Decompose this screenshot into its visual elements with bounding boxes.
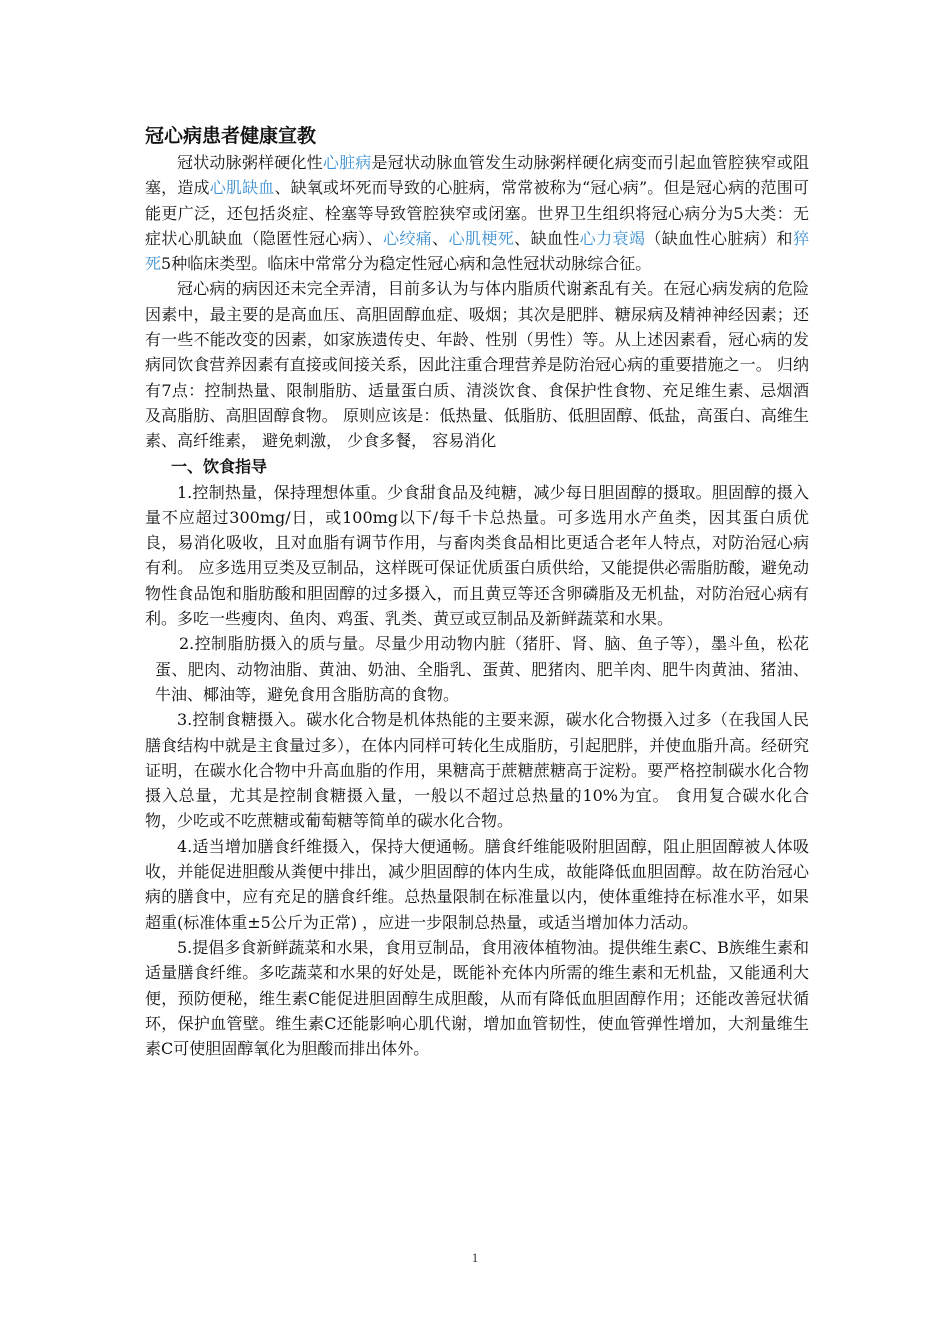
document-title: 冠心病患者健康宣教 — [145, 125, 317, 147]
intro-text: 、缺氧或坏死而导致的心脏病，常常被称为“冠心病”。但是冠心病的范围可能更广泛，还包括炎症、栓塞等导致管腔狭窄或闭塞。世界卫生组织将冠心病分为5大类：无症状心肌缺血（隐匿性冠心病）、 — [145, 178, 809, 248]
intro-text: 、缺血性 — [514, 228, 580, 248]
link-heart-failure[interactable]: 心力衰竭 — [579, 228, 646, 248]
intro-text: 、 — [432, 228, 449, 248]
intro-text: （缺血性心脏病）和 — [645, 228, 793, 248]
link-sudden-death[interactable]: 猝死 — [145, 228, 809, 274]
diet-item-4: 4.适当增加膳食纤维摄入，保持大便通畅。膳食纤维能吸附胆固醇，阻止胆固醇被人体吸收，并能促进胆酸从粪便中排出，减少胆固醇的体内生成，故能降低血胆固醇。故在防治冠心病的膳食中，应有充足的膳食纤维。总热量限制在标准量以内，使体重维持在标准水平，如果超重(标准体重±5公斤为正常) ，应进一步限制总热量，或适当增加体力活动。 — [145, 836, 809, 932]
intro-text: 冠状动脉粥样硬化性 — [177, 153, 323, 172]
section-heading-diet: 一、饮食指导 — [171, 456, 268, 476]
diet-item-5: 5.提倡多食新鲜蔬菜和水果，食用豆制品，食用液体植物油。提供维生素C、B族维生素和适量膳食纤维。多吃蔬菜和水果的好处是，既能补充体内所需的维生素和无机盐，又能通利大便，预防便秘，维生素C能促进胆固醇生成胆酸，从而有降低血胆固醇作用；还能改善冠状循环，保护血管壁。维生素C还能影响心肌代谢，增加血管韧性，使血管弹性增加，大剂量维生素C可使胆固醇氧化为胆酸而排出体外。 — [145, 937, 809, 1059]
link-angina[interactable]: 心绞痛 — [382, 228, 433, 248]
link-myocardial-infarction[interactable]: 心肌梗死 — [448, 228, 515, 248]
diet-item-1: 1.控制热量，保持理想体重。少食甜食品及纯糖，减少每日胆固醇的摄取。胆固醇的摄入量不应超过300mg/日，或100mg以下/每千卡总热量。可多选用水产鱼类，因其蛋白质优良，易消化吸收，且对血脂有调节作用，与畜肉类食品相比更适合老年人特点，对防治冠心病有利。 应多选用豆类及豆制品，这样既可保证优质蛋白质供给，又能提供必需脂肪酸，避免动物性食品饱和脂肪酸和胆固醇的过多摄入，而且黄豆等还含卵磷脂及无机盐，对防治冠心病有利。多吃一些瘦肉、鱼肉、鸡蛋、乳类、黄豆或豆制品及新鲜蔬菜和水果。 — [145, 482, 809, 629]
link-myocardial-ischemia[interactable]: 心肌缺血 — [209, 178, 275, 198]
document-body — [145, 122, 809, 1061]
intro-text: 5种临床类型。临床中常常分为稳定性冠心病和急性冠状动脉综合征。 — [161, 254, 652, 274]
diet-item-2: 2.控制脂肪摄入的质与量。尽量少用动物内脏（猪肝、肾、脑、鱼子等），墨斗鱼，松花蛋、肥肉、动物油脂、黄油、奶油、全脂乳、蛋黄、肥猪肉、肥羊肉、肥牛肉黄油、猪油、牛油、椰油等，避免食用含脂肪高的食物。 — [155, 634, 809, 704]
intro-text: 是冠状动脉血管发生动脉粥样硬化病变而引起血管腔狭窄或阻塞，造成 — [145, 153, 809, 198]
page-number: 1 — [471, 1250, 479, 1265]
etiology-paragraph: 冠心病的病因还未完全弄清，目前多认为与体内脂质代谢紊乱有关。在冠心病发病的危险因素中，最主要的是高血压、高胆固醇血症、吸烟；其次是肥胖、糖尿病及精神神经因素；还有一些不能改变的因素，如家族遗传史、年龄、性别（男性）等。从上述因素看，冠心病的发病同饮食营养因素有直接或间接关系，因此注重合理营养是防治冠心病的重要措施之一。 归纳有7点：控制热量、限制脂肪、适量蛋白质、清淡饮食、食保护性食物、充足维生素、忌烟酒及高脂肪、高胆固醇食物。 原则应该是：低热量、低脂肪、低胆固醇、低盐，高蛋白、高维生素、高纤维素， 避免刺激， 少食多餐， 容易消化 — [145, 279, 809, 451]
link-heart-disease[interactable]: 心脏病 — [322, 153, 372, 172]
diet-item-3: 3.控制食糖摄入。碳水化合物是机体热能的主要来源，碳水化合物摄入过多（在我国人民膳食结构中就是主食量过多），在体内同样可转化生成脂肪，引起肥胖，并使血脂升高。经研究证明，在碳水化合物中升高血脂的作用，果糖高于蔗糖蔗糖高于淀粉。要严格控制碳水化合物摄入总量，尤其是控制食糖摄入量，一般以不超过总热量的10%为宜。 食用复合碳水化合物，少吃或不吃蔗糖或葡萄糖等简单的碳水化合物。 — [145, 710, 810, 831]
intro-paragraph — [145, 150, 809, 276]
